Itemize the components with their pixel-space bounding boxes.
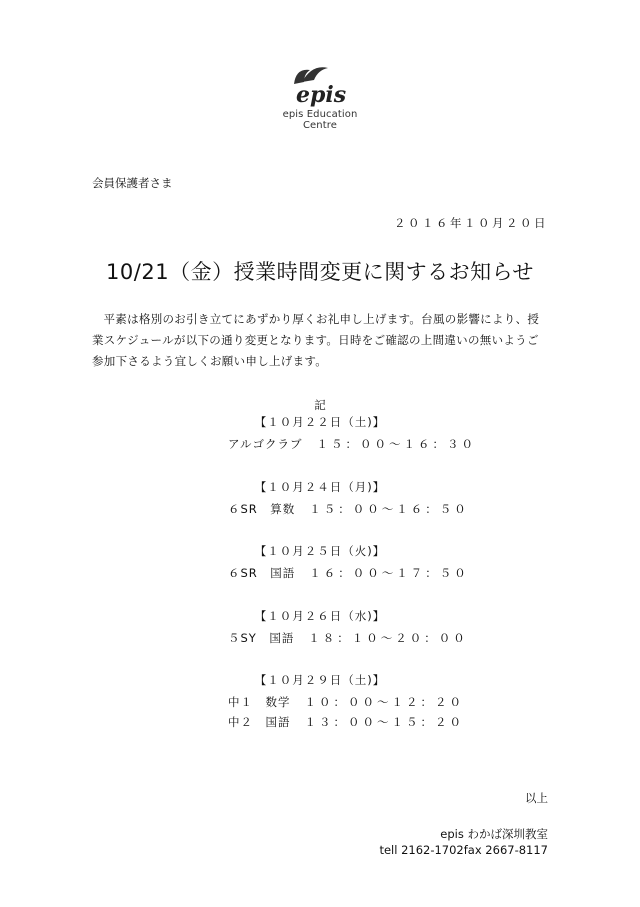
document-title: 10/21（金）授業時間変更に関するお知らせ: [106, 260, 534, 284]
ki-marker: 記: [314, 398, 326, 412]
class-time: １５：００～１６：５０: [309, 501, 469, 516]
schedule-row: [228, 714, 464, 730]
class-name: ６SR 算数: [228, 501, 296, 516]
schedule-row: [228, 436, 476, 452]
schedule-date: 【１０月２６日（水)】: [254, 608, 386, 623]
class-time: １６：００～１７：５０: [309, 566, 469, 580]
class-time: １８：１０～２０：００: [308, 630, 468, 645]
schedule-row: [228, 565, 469, 581]
logo-mark-text: epis: [296, 82, 347, 108]
logo: [268, 64, 372, 131]
class-name: ６SR 国語: [228, 566, 296, 580]
schedule-group: [0, 608, 640, 673]
footer-office: epis わかば深圳教室: [440, 827, 548, 841]
schedule-date: 【１０月２５日（火)】: [254, 544, 386, 558]
class-name: 中２ 国語: [228, 715, 291, 729]
class-name: アルゴクラブ: [228, 437, 303, 451]
schedule-list: [0, 414, 640, 762]
recipient: 会員保護者さま: [92, 176, 173, 190]
logo-subtitle: epis Education Centre: [282, 109, 358, 131]
class-name: 中１ 数学: [228, 695, 291, 709]
schedule-date: 【１０月２２日（土)】: [254, 415, 386, 429]
schedule-row: [228, 501, 469, 517]
closing-mark: 以上: [525, 791, 548, 805]
footer: [379, 826, 548, 858]
schedule-group: [0, 479, 640, 544]
schedule-row: [228, 630, 468, 646]
schedule-row: [228, 694, 464, 710]
class-time: １５：００～１６：３０: [316, 437, 477, 451]
document-date: ２０１６年１０月２０日: [394, 216, 548, 230]
body-paragraph: 平素は格別のお引き立てにあずかり厚くお礼申し上げます。台風の影響により、授業スケジュールが以下の通り変更となります。日時をご確認の上間違いの無いようご参加下さるよう宜しくお願い申し上げます。: [92, 312, 540, 368]
class-name: ５SY 国語: [228, 630, 295, 645]
schedule-date: 【１０月２９日（土)】: [254, 673, 386, 687]
schedule-group: [0, 672, 640, 762]
epis-logo-mark: [288, 64, 352, 108]
schedule-group: [0, 414, 640, 479]
schedule-group: [0, 543, 640, 608]
class-time: １３：００～１５：２０: [304, 715, 464, 729]
class-time: １０：００～１２：２０: [304, 695, 464, 709]
footer-contact: tell 2162-1702fax 2667-8117: [379, 843, 548, 857]
schedule-date: 【１０月２４日（月)】: [254, 479, 386, 494]
